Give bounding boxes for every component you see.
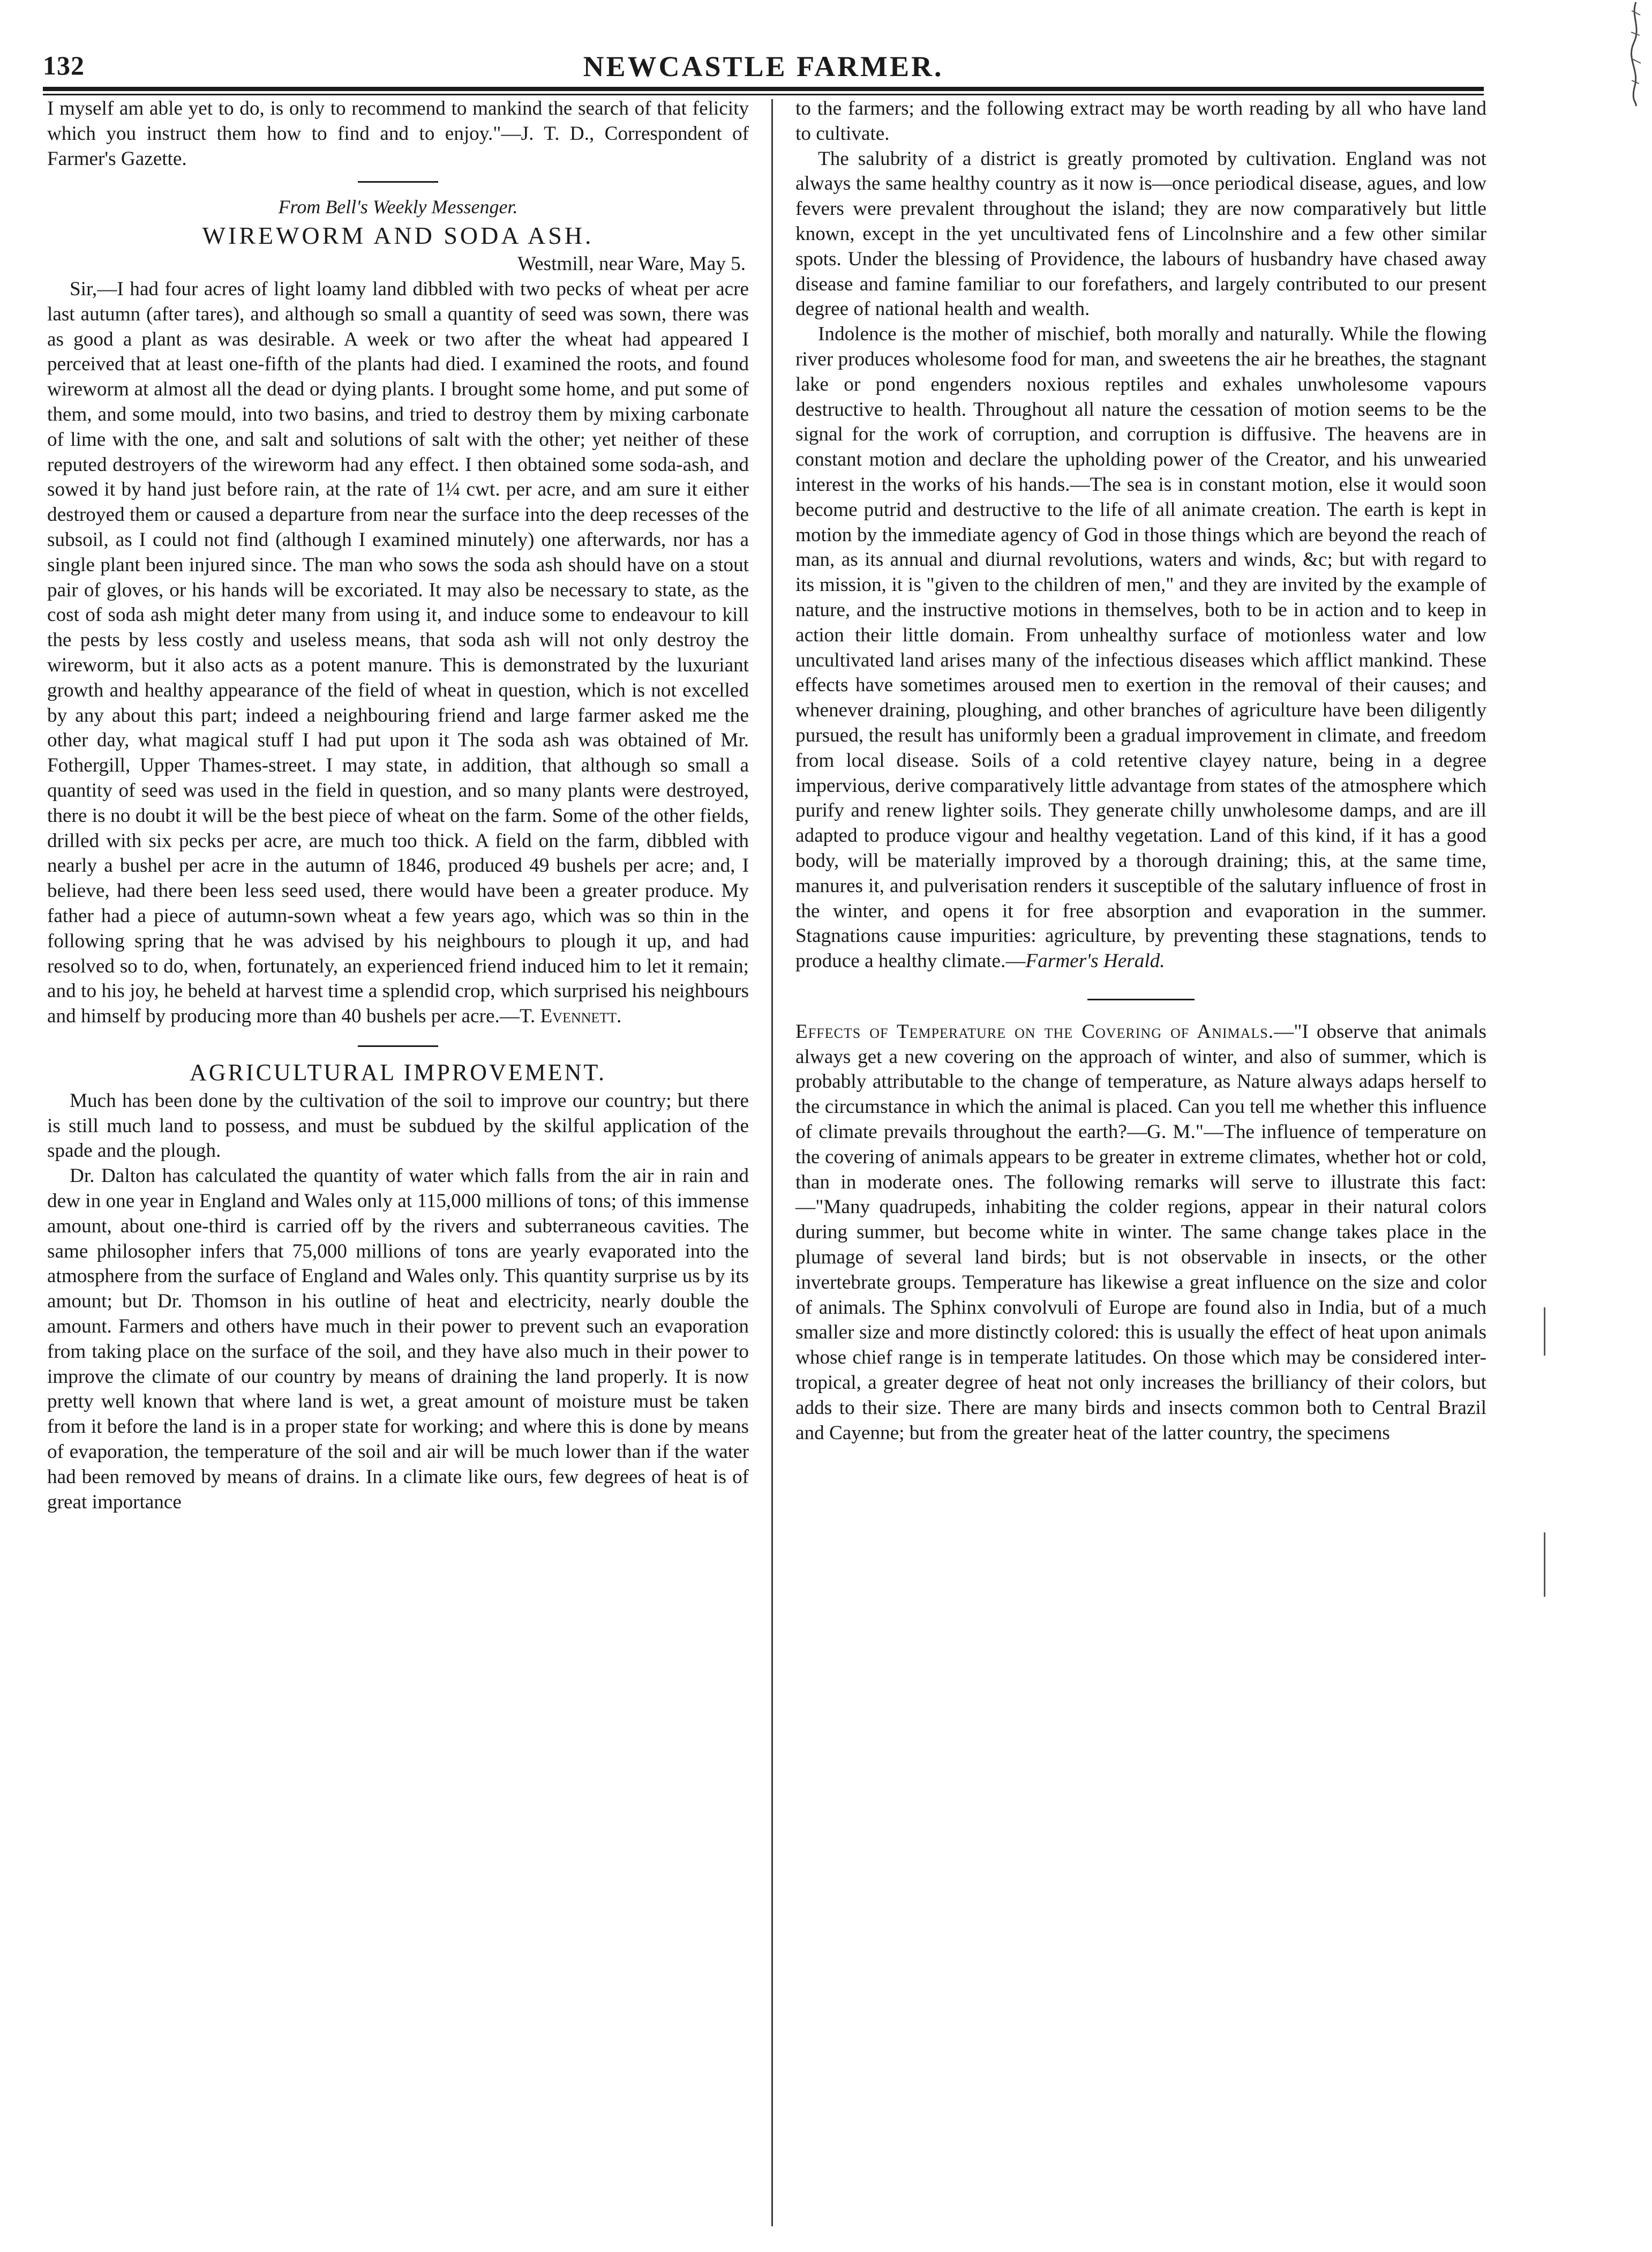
agri-paragraph-1: Much has been done by the cultivation of the soil to improve our country; but there is still much land to possess, and must be subdued by the skilful application of the spade and the plough. xyxy=(47,1089,749,1162)
header-rule xyxy=(43,87,1484,91)
attribution: Farmer's Herald. xyxy=(1025,950,1165,972)
left-column xyxy=(47,96,749,1515)
runin-heading: Effects of Temperature on the Covering of Animals. xyxy=(795,1020,1274,1043)
right-column xyxy=(795,96,1486,1446)
section-rule xyxy=(358,181,438,183)
dateline: Westmill, near Ware, May 5. xyxy=(517,253,746,275)
header-rule-thin xyxy=(43,94,1484,95)
edge-scan-mark xyxy=(1628,0,1643,107)
section-rule xyxy=(1087,999,1195,1000)
section-rule xyxy=(358,1045,438,1047)
margin-mark xyxy=(1544,1307,1545,1356)
letter-text: Sir,—I had four acres of light loamy land dibbled with two pecks of wheat per acre last autumn (after tares), and although so small a quantity of seed was sown, there was as good a plant as was desirable. A week or two after the wheat had appeared I perceived that at least one-fifth of the plants had died. I examined the roots, and found wireworm at almost all the dead or dying plants. I brought some home, and put some of them, and some mould, into two basins, and tried to destroy them by mixing carbonate of lime with the one, and salt and solutions of salt with the other; yet neither of these reputed destroyers of the wireworm had any effect. I then obtained some soda-ash, and sowed it by hand just before rain, at the rate of 1¼ cwt. per acre, and am sure it either destroyed them or caused a departure from near the surface into the deep recesses of the subsoil, as I could not find (although I examined minutely) one afterwards, nor has a single plant been injured since. The man who sows the soda ash should have on a stout pair of gloves, or his hands will be excoriated. It may also be necessary to state, as the cost of soda ash might deter many from using it, and induce some to endeavour to kill the pests by less costly and useless means, that soda ash will not only destroy the wireworm, but it also acts as a potent manure. This is demonstrated by the luxuriant growth and healthy appearance of the field of wheat in question, which is not excelled by any about this part; indeed a neighbouring friend and large farmer asked me the other day, what magical stuff I had put upon it The soda ash was obtained of Mr. Fothergill, Upper Thames-street. I may state, in addition, that although so small a quantity of seed was used in the field in question, and so many plants were destroyed, there is no doubt it will be the best piece of wheat on the farm. Some of the other fields, drilled with six pecks per acre, are much too thick. A field on the farm, dibbled with nearly a bushel per acre in the autumn of 1846, produced 49 bushels per acre; and, I believe, had there been less seed used, there would have been a greater produce. My father had a piece of autumn-sown wheat a few years ago, which was so thin in the following spring that he was advised by his neighbours to plough it up, and had resolved so to do, when, fortunately, an experienced friend induced him to let it remain; and to his joy, he beheld at harvest time a splendid crop, which surprised his neighbours and himself by producing more than 40 bushels per acre.— xyxy=(47,278,749,1028)
intro-paragraph: I myself am able yet to do, is only to recommend to mankind the search of that felicity which you instruct them how to find and to enjoy."—J. T. D., Correspondent of Farmer's Gazette. xyxy=(47,98,749,170)
continued-paragraph: to the farmers; and the following extract may be worth reading by all who have land to cultivate. xyxy=(795,98,1486,145)
page-number: 132 xyxy=(43,50,85,80)
running-title: NEWCASTLE FARMER. xyxy=(583,50,944,83)
effects-paragraph xyxy=(795,1020,1486,1446)
article-heading-wireworm: WIREWORM AND SODA ASH. xyxy=(202,222,594,250)
article-heading-agri: AGRICULTURAL IMPROVEMENT. xyxy=(190,1059,606,1086)
column-divider xyxy=(771,99,773,2226)
page-header xyxy=(43,46,1484,88)
source-line: From Bell's Weekly Messenger. xyxy=(278,196,518,218)
margin-mark xyxy=(1544,1532,1545,1597)
letter-body xyxy=(47,277,749,1029)
salubrity-paragraph: The salubrity of a district is greatly promoted by cultivation. England was not always the same healthy country as it now is—once periodical disease, agues, and low fevers were prevalent throughout the island; they are now comparatively but little known, except in the yet uncultivated fens of Lincolnshire and a few other similar spots. Under the blessing of Providence, the labours of husbandry have chased away disease and famine familiar to our forefathers, and largely contributed to our present degree of national health and wealth. xyxy=(795,147,1486,320)
scan-artifact-icon xyxy=(1628,0,1643,107)
agri-paragraph-2: Dr. Dalton has calculated the quantity of water which falls from the air in rain and dew in one year in England and Wales only at 115,000 millions of tons; of this immense amount, about one-third is carried off by the rivers and subterraneous cavities. The same philosopher infers that 75,000 millions of tons are yearly evaporated into the atmosphere from the surface of England and Wales only. This quantity surprise us by its amount; but Dr. Thomson in his outline of heat and electricity, nearly double the amount. Farmers and others have much in their power to prevent such an evaporation from taking place on the surface of the soil, and they have also much in their power to improve the climate of our country by means of draining the land properly. It is now pretty well known that where land is wet, a great amount of moisture must be taken from it before the land is in a proper state for working; and where this is done by means of evaporation, the temperature of the soil and air will be much lower than if the water had been removed by means of drains. In a climate like ours, few degrees of heat is of great importance xyxy=(47,1165,749,1513)
indolence-text: Indolence is the mother of mischief, both morally and naturally. While the flowing river produces wholesome food for man, and sweetens the air he breathes, the stagnant lake or pond engenders noxious reptiles and exhales unwholesome vapours destructive to health. Throughout all nature the cessation of motion seems to be the signal for the work of corruption, and corruption is diffusive. The heavens are in constant motion and declare the upholding power of the Creator, and his unwearied interest in the works of his hands.—The sea is in constant motion, else it would soon become putrid and destructive to the life of all animate creation. The earth is kept in motion by the immediate agency of God in those things which are beyond the reach of man, as its annual and diurnal revolutions, waters and winds, &c; but with regard to its mission, it is "given to the children of men," and they are invited by the example of nature, and the instructive motions in themselves, both to be in action and to keep in action their little domain. From unhealthy surface of motionless water and low uncultivated land arises many of the infectious diseases which afflict mankind. These effects have sometimes aroused men to exertion in the removal of their causes; and whenever draining, ploughing, and other branches of agriculture have been diligently pursued, the result has uniformly been a gradual improvement in climate, and freedom from local disease. Soils of a cold retentive clayey nature, being in a degree impervious, derive comparatively little advantage from states of the atmosphere which purify and renew lighter soils. They generate chilly unwholesome damps, and are ill adapted to produce vigour and healthy vegetation. Land of this kind, if it has a good body, will be materially improved by a thorough draining; this, at the same time, manures it, and pulverisation renders it susceptible of the salutary influence of frost in the winter, and opens it for free absorption and evaporation in the summer. Stagnations cause impurities: agriculture, by preventing these stagnations, tends to produce a healthy climate.— xyxy=(795,323,1486,972)
effects-text: —"I observe that animals always get a new covering on the approach of winter, and also of summer, which is probably attributable to the change of temperature, as Nature always adaps herself to the circumstance in which the animal is placed. Can you tell me whether this influence of climate prevails throughout the earth?—G. M."—The influence of temperature on the covering of animals appears to be greater in extreme climates, whether hot or cold, than in moderate ones. The following remarks will serve to illustrate this fact:—"Many quadrupeds, inhabiting the colder regions, appear in their natural colors during summer, but become white in winter. The same change takes place in the plumage of several land birds; but is not observable in insects, or the other invertebrate groups. Temperature has likewise a great influence on the size and color of animals. The Sphinx convolvuli of Europe are found also in India, but of a much smaller size and more distinctly colored: this is usually the effect of heat upon animals whose chief range is in temperate latitudes. On those which may be considered inter-tropical, a greater degree of heat not only increases the brilliancy of their colors, but adds to their size. There are many birds and insects common both to Central Brazil and Cayenne; but from the greater heat of the latter country, the specimens xyxy=(795,1020,1486,1444)
indolence-paragraph xyxy=(795,322,1486,974)
signature: T. Evennett. xyxy=(519,1005,622,1028)
